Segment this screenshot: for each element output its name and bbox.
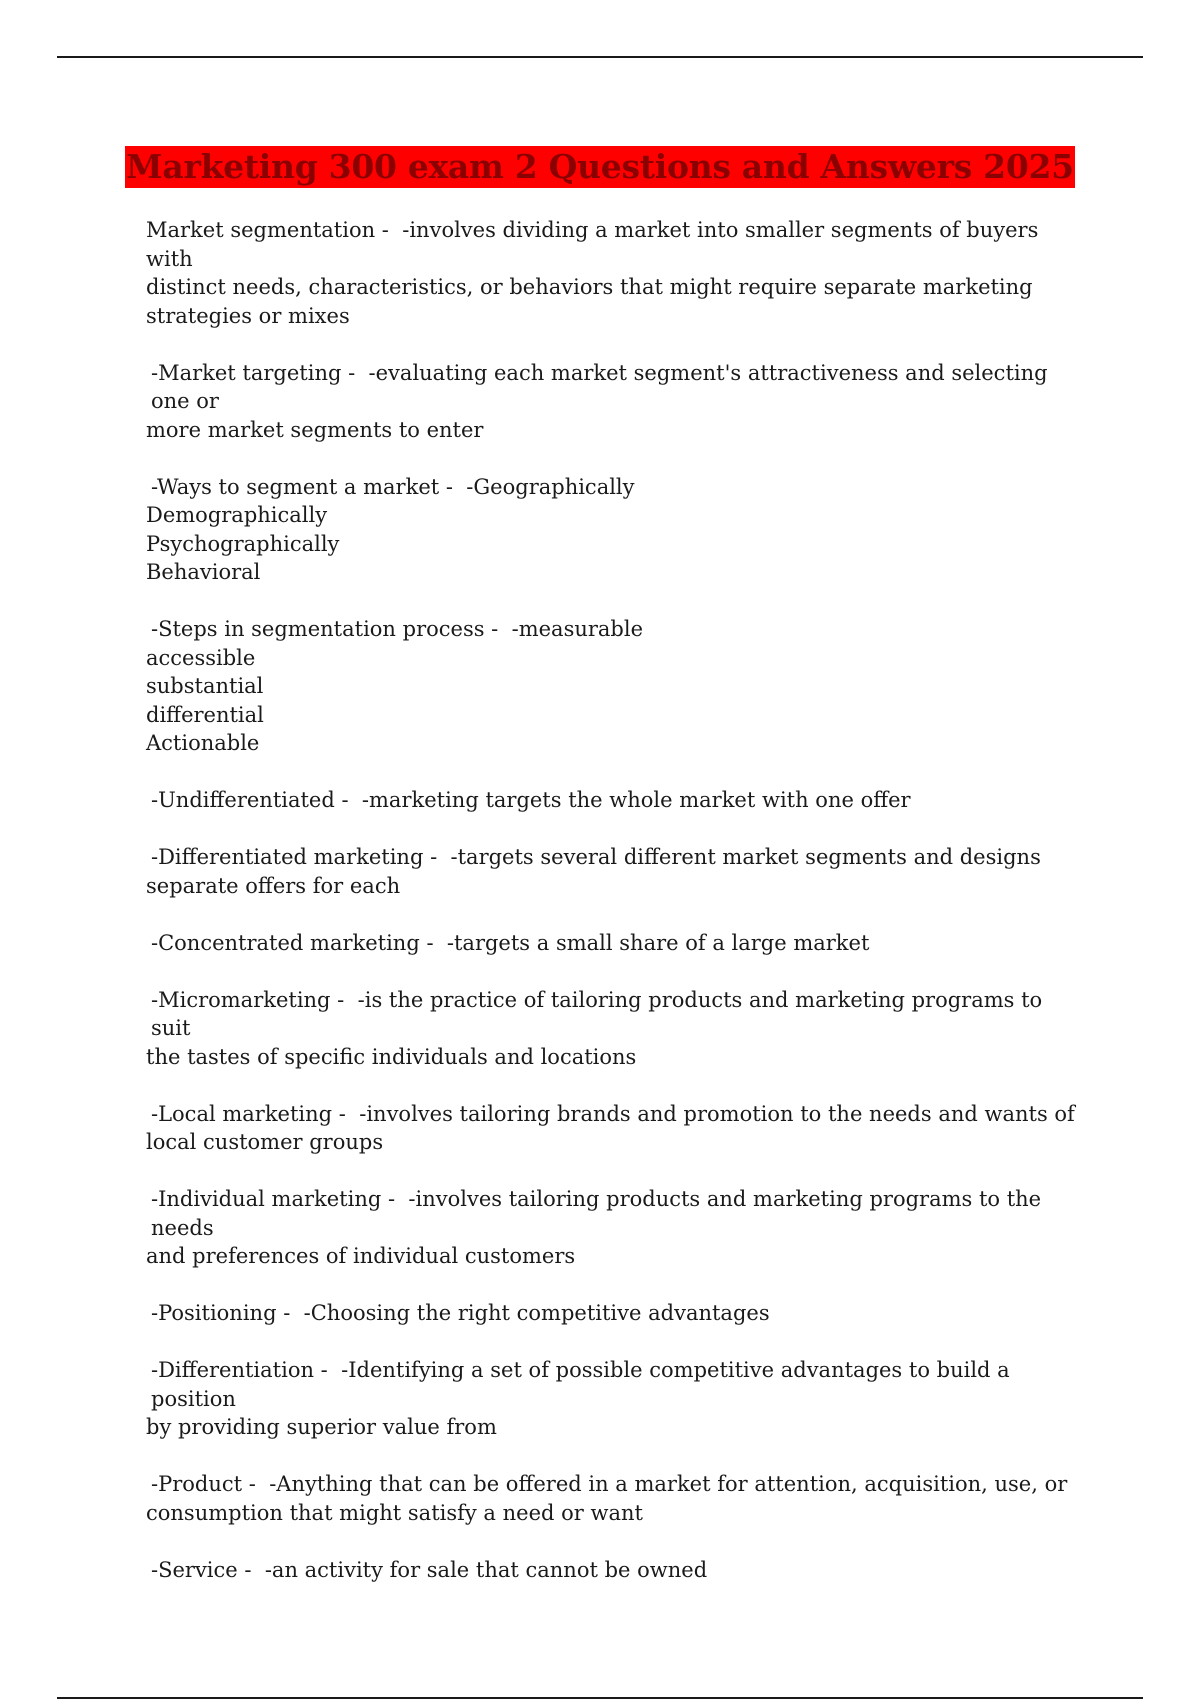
qa-term-line: -Local marketing - -involves tailoring brands and promotion to the needs and wants of: [151, 1101, 1075, 1126]
qa-term-line: -Individual marketing - -involves tailoring products and marketing programs to the needs: [151, 1187, 1048, 1240]
qa-entry: [146, 1470, 1086, 1527]
qa-entry: [146, 615, 1086, 758]
bottom-divider: [57, 1697, 1143, 1699]
qa-term-line: -Undifferentiated - -marketing targets the whole market with one offer: [151, 788, 911, 812]
qa-entry: [146, 1100, 1086, 1157]
qa-entry: [146, 786, 1086, 815]
qa-term-line: -Differentiated marketing - -targets several different market segments and designs: [151, 845, 1041, 869]
qa-definition-line: and preferences of individual customers: [146, 1244, 576, 1268]
qa-definition-line: more market segments to enter: [146, 417, 484, 442]
qa-entry: [146, 473, 1086, 587]
document-title: Marketing 300 exam 2 Questions and Answers 2025: [126, 147, 1074, 186]
qa-definition-line: Psychographically: [146, 531, 340, 556]
qa-term-line: -Steps in segmentation process - -measurable: [151, 617, 644, 641]
qa-definition-line: accessible: [146, 645, 256, 670]
qa-definition-line: separate offers for each: [146, 873, 401, 898]
qa-entry: [146, 1556, 1086, 1585]
qa-definition-line: distinct needs, characteristics, or behaviors that might require separate marketing: [146, 275, 1033, 299]
qa-term-line: -Micromarketing - -is the practice of tailoring products and marketing programs to suit: [151, 987, 1049, 1040]
top-divider: [57, 56, 1143, 58]
qa-term-line: -Concentrated marketing - -targets a small share of a large market: [151, 930, 870, 955]
qa-definition-line: Demographically: [146, 503, 328, 527]
qa-entry: [146, 1185, 1086, 1271]
qa-definition-line: by providing superior value from: [146, 1415, 497, 1439]
qa-definition-line: strategies or mixes: [146, 303, 350, 328]
qa-definition-line: local customer groups: [146, 1130, 384, 1154]
qa-term-line: -Market targeting - -evaluating each market segment's attractiveness and selecting one or: [151, 360, 1055, 413]
qa-definition-line: Actionable: [146, 731, 260, 755]
qa-definition-line: the tastes of specific individuals and locations: [146, 1044, 637, 1069]
qa-list: [146, 216, 1086, 1613]
qa-term-line: -Service - -an activity for sale that cannot be owned: [151, 1557, 708, 1582]
qa-definition-line: Behavioral: [146, 560, 261, 584]
qa-term-line: Market segmentation - -involves dividing a market into smaller segments of buyers with: [146, 218, 1046, 271]
qa-term-line: -Positioning - -Choosing the right competitive advantages: [151, 1301, 770, 1325]
qa-entry: [146, 843, 1086, 900]
qa-term-line: -Product - -Anything that can be offered in a market for attention, acquisition, use, or: [151, 1472, 1068, 1496]
qa-definition-line: substantial: [146, 674, 264, 698]
qa-entry: [146, 359, 1086, 445]
qa-entry: [146, 986, 1086, 1072]
qa-entry: [146, 929, 1086, 958]
qa-term-line: -Differentiation - -Identifying a set of possible competitive advantages to build a position: [151, 1358, 1017, 1411]
qa-definition-line: consumption that might satisfy a need or want: [146, 1500, 643, 1525]
qa-entry: [146, 1356, 1086, 1442]
title-container: [0, 146, 1200, 188]
qa-term-line: -Ways to segment a market - -Geographically: [151, 474, 635, 499]
qa-entry: [146, 216, 1086, 330]
qa-definition-line: differential: [146, 702, 264, 727]
qa-entry: [146, 1299, 1086, 1328]
